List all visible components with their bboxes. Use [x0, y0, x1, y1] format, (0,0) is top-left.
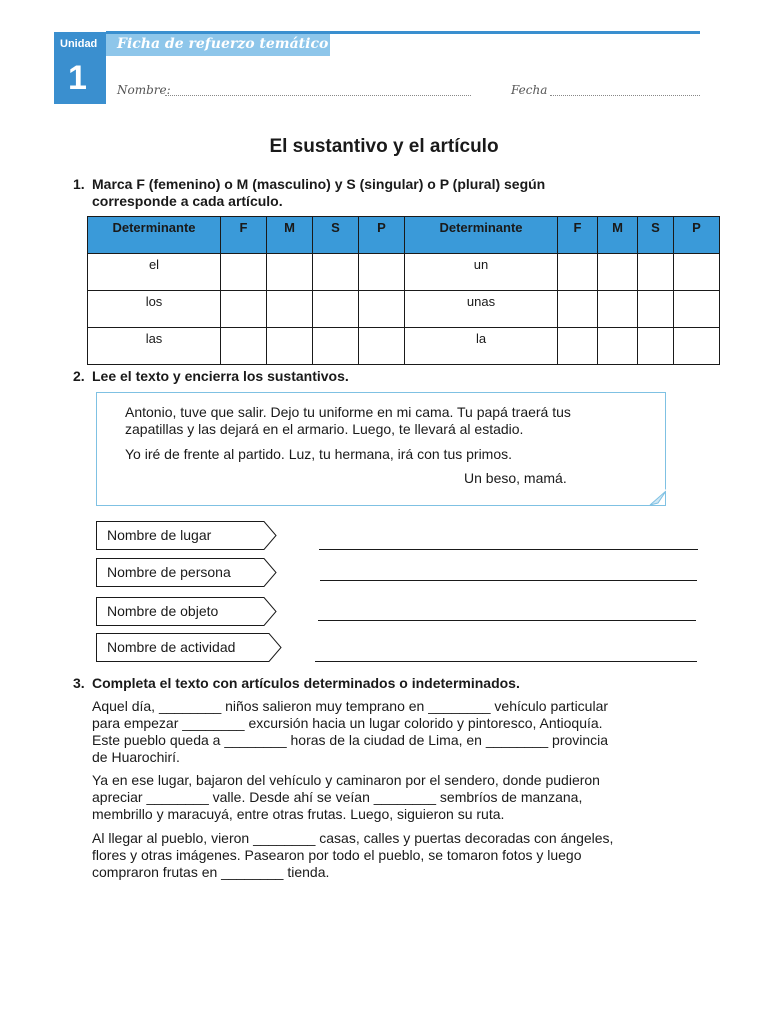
label-text: Nombre de persona: [107, 564, 231, 580]
determinante-table: [87, 216, 720, 365]
article-cell: la: [405, 328, 558, 365]
label-nombre-actividad: [96, 633, 283, 661]
article-cell: un: [405, 254, 558, 291]
check-cell[interactable]: [267, 328, 313, 365]
note-signature: Un beso, mamá.: [464, 470, 567, 486]
label-text: Nombre de lugar: [107, 527, 212, 543]
answer-line-objeto[interactable]: [318, 620, 696, 621]
paragraph-line: flores y otras imágenes. Pasearon por todo el pueblo, se tomaron fotos y luego: [92, 847, 582, 863]
check-cell[interactable]: [558, 328, 598, 365]
label-text: Nombre de actividad: [107, 639, 236, 655]
date-field[interactable]: [550, 95, 700, 96]
answer-line-persona[interactable]: [320, 580, 697, 581]
header-cell: M: [598, 217, 638, 254]
label-nombre-persona: [96, 558, 278, 586]
name-label: Nombre:: [117, 83, 171, 97]
paragraph-line: para empezar ________ excursión hacia un lugar colorido y pintoresco, Antioquía.: [92, 715, 603, 731]
header-cell: F: [221, 217, 267, 254]
check-cell[interactable]: [598, 328, 638, 365]
header-cell: Determinante: [88, 217, 221, 254]
check-cell[interactable]: [313, 254, 359, 291]
check-cell[interactable]: [313, 328, 359, 365]
check-cell[interactable]: [359, 328, 405, 365]
note-line2: zapatillas y las dejará en el armario. Luego, te llevará al estadio.: [125, 421, 524, 437]
check-cell[interactable]: [267, 291, 313, 328]
article-cell: el: [88, 254, 221, 291]
table-row: [88, 291, 720, 328]
unit-number: 1: [68, 59, 87, 97]
check-cell[interactable]: [638, 328, 674, 365]
paragraph-line: Aquel día, ________ niños salieron muy temprano en ________ vehículo particular: [92, 698, 609, 714]
note-line3: Yo iré de frente al partido. Luz, tu hermana, irá con tus primos.: [125, 446, 513, 462]
name-field[interactable]: [165, 95, 471, 96]
check-cell[interactable]: [638, 291, 674, 328]
label-nombre-lugar: [96, 521, 278, 549]
unit-label: Unidad: [60, 38, 98, 50]
header-cell: P: [359, 217, 405, 254]
check-cell[interactable]: [359, 291, 405, 328]
check-cell[interactable]: [598, 254, 638, 291]
header-cell: S: [313, 217, 359, 254]
q3-paragraph-2: [92, 772, 660, 823]
check-cell[interactable]: [674, 328, 720, 365]
check-cell[interactable]: [558, 291, 598, 328]
table-header-row: [88, 217, 720, 254]
header-cell: P: [674, 217, 720, 254]
answer-line-actividad[interactable]: [315, 661, 697, 662]
date-label: Fecha: [511, 83, 548, 97]
check-cell[interactable]: [359, 254, 405, 291]
q2-number: 2.: [73, 368, 85, 384]
header-cell: S: [638, 217, 674, 254]
q2-instruction: Lee el texto y encierra los sustantivos.: [92, 368, 349, 384]
check-cell[interactable]: [638, 254, 674, 291]
check-cell[interactable]: [674, 254, 720, 291]
header-cell: M: [267, 217, 313, 254]
header-cell: Determinante: [405, 217, 558, 254]
paragraph-line: membrillo y maracuyá, entre otras frutas. Luego, siguieron su ruta.: [92, 806, 505, 822]
check-cell[interactable]: [221, 291, 267, 328]
paragraph-line: apreciar ________ valle. Desde ahí se veían ________ sembríos de manzana,: [92, 789, 583, 805]
paragraph-line: de Huarochirí.: [92, 749, 180, 765]
q3-paragraph-1: [92, 698, 660, 766]
label-nombre-objeto: [96, 597, 278, 625]
paragraph-line: Ya en ese lugar, bajaron del vehículo y caminaron por el sendero, donde pudieron: [92, 772, 600, 788]
paragraph-line: Al llegar al pueblo, vieron ________ casas, calles y puertas decoradas con ángeles,: [92, 830, 614, 846]
check-cell[interactable]: [221, 328, 267, 365]
paragraph-line: compraron frutas en ________ tienda.: [92, 864, 330, 880]
check-cell[interactable]: [313, 291, 359, 328]
paragraph-line: Este pueblo queda a ________ horas de la ciudad de Lima, en ________ provincia: [92, 732, 609, 748]
page-title: El sustantivo y el artículo: [269, 136, 499, 157]
header-cell: F: [558, 217, 598, 254]
article-cell: los: [88, 291, 221, 328]
q3-instruction: Completa el texto con artículos determinados o indeterminados.: [92, 675, 520, 691]
table-row: [88, 328, 720, 365]
check-cell[interactable]: [267, 254, 313, 291]
note-line1: Antonio, tuve que salir. Dejo tu uniforme en mi cama. Tu papá traerá tus: [125, 404, 571, 420]
q1-number: 1.: [73, 176, 85, 192]
article-cell: las: [88, 328, 221, 365]
check-cell[interactable]: [674, 291, 720, 328]
q1-instruction-line2: corresponde a cada artículo.: [92, 193, 283, 209]
worksheet-tab-title: Ficha de refuerzo temático: [117, 36, 329, 52]
check-cell[interactable]: [221, 254, 267, 291]
answer-line-lugar[interactable]: [319, 549, 698, 550]
page-fold-icon: [648, 489, 666, 505]
q3-number: 3.: [73, 675, 85, 691]
article-cell: unas: [405, 291, 558, 328]
check-cell[interactable]: [558, 254, 598, 291]
check-cell[interactable]: [598, 291, 638, 328]
q1-instruction-line1: Marca F (femenino) o M (masculino) y S (singular) o P (plural) según: [92, 176, 546, 192]
label-text: Nombre de objeto: [107, 603, 219, 619]
table-row: [88, 254, 720, 291]
q3-paragraph-3: [92, 830, 660, 881]
